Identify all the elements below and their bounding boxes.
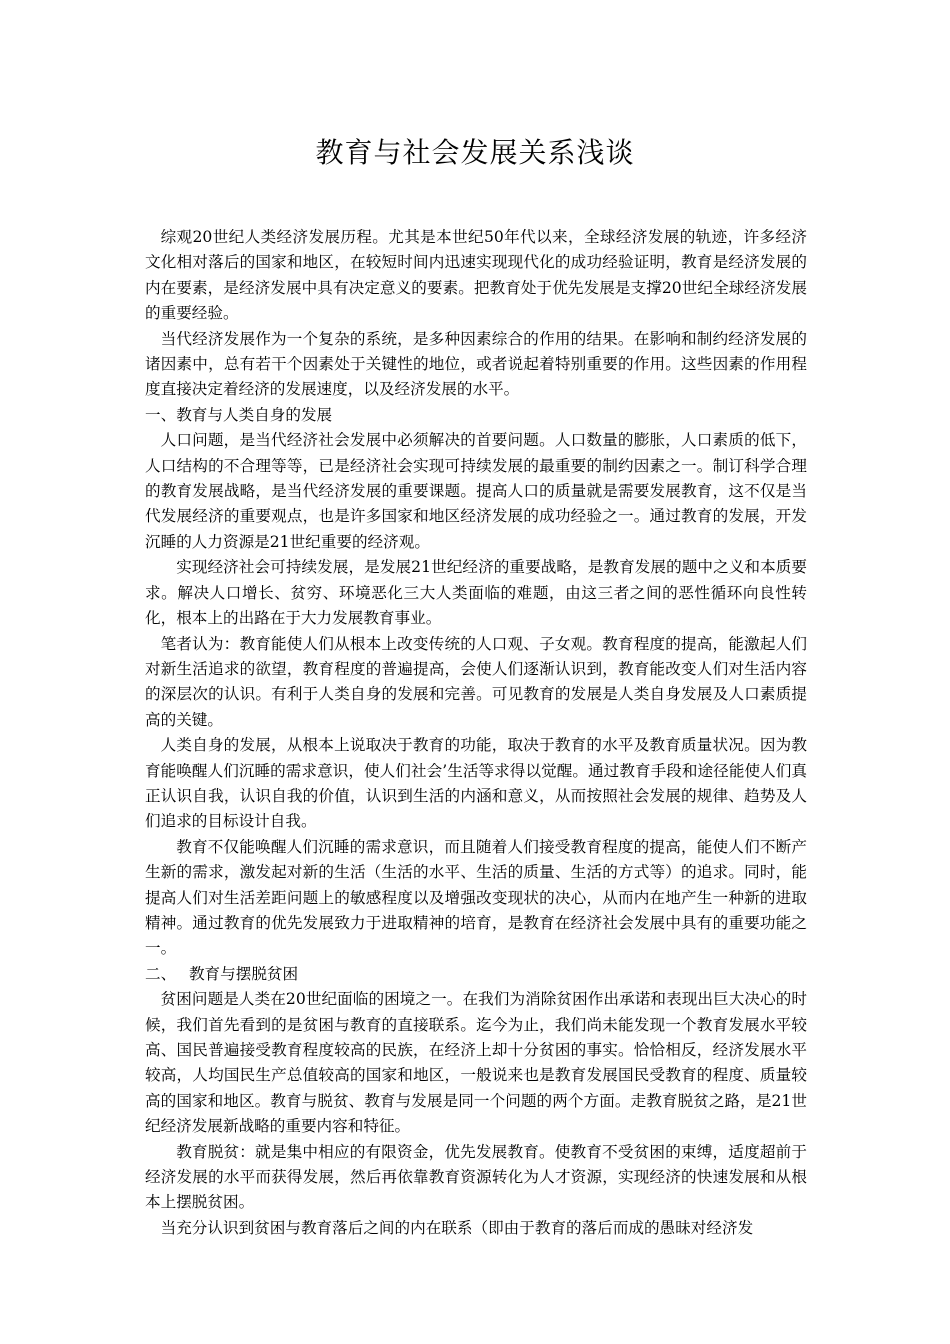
- paragraph-economic-system: 当代经济发展作为一个复杂的系统，是多种因素综合的作用的结果。在影响和制约经济发展的诸因素中，总有若干个因素处于关键性的地位，或者说起着特别重要的作用。这些因素的作用程度直接决定着经济的发展速度，以及经济发展的水平。: [145, 329, 807, 399]
- document-body: [145, 225, 807, 1241]
- paragraph-awakening: 教育不仅能唤醒人们沉睡的需求意识，而且随着人们接受教育程度的提高，能使人们不断产生新的需求，激发起对新的生活（生活的水平、生活的质量、生活的方式等）的追求。同时，能提高人们对生活差距问题上的敏感程度以及增强改变现状的决心，从而内在地产生一种新的进取精神。通过教育的优先发展致力于进取精神的培育，是教育在经济社会发展中具有的重要功能之一。: [145, 837, 807, 958]
- paragraph-education-poverty: 教育脱贫：就是集中相应的有限资金，优先发展教育。使教育不受贫困的束缚，适度超前于经济发展的水平而获得发展，然后再依靠教育资源转化为人才资源，实现经济的快速发展和从根本上摆脱贫困。: [145, 1142, 807, 1212]
- section-heading-2: 二、 教育与摆脱贫困: [145, 964, 299, 983]
- document-title: 教育与社会发展关系浅谈: [315, 136, 635, 169]
- paragraph-sustainable: 实现经济社会可持续发展，是发展21世纪经济的重要战略，是教育发展的题中之义和本质要求。解决人口增长、贫穷、环境恶化三大人类面临的难题，由这三者之间的恶性循环向良性转化，根本上的出路在于大力发展教育事业。: [145, 558, 807, 628]
- paragraph-population: 人口问题，是当代经济社会发展中必须解决的首要问题。人口数量的膨胀，人口素质的低下，人口结构的不合理等等，已是经济社会实现可持续发展的最重要的制约因素之一。制订科学合理的教育发展战略，是当代经济发展的重要课题。提高人口的质量就是需要发展教育，这不仅是当代发展经济的重要观点，也是许多国家和地区经济发展的成功经验之一。通过教育的发展，开发沉睡的人力资源是21世纪重要的经济观。: [145, 431, 807, 551]
- paragraph-conclusion-start: 当充分认识到贫困与教育落后之间的内在联系（即由于教育的落后而成的愚昧对经济发: [160, 1218, 754, 1237]
- paragraph-intro: 综观20世纪人类经济发展历程。尤其是本世纪50年代以来，全球经济发展的轨迹，许多经济文化相对落后的国家和地区，在较短时间内迅速实现现代化的成功经验证明，教育是经济发展的内在要素，是经济发展中具有决定意义的要素。把教育处于优先发展是支撑20世纪全球经济发展的重要经验。: [145, 228, 807, 323]
- paragraph-human-development: 人类自身的发展，从根本上说取决于教育的功能，取决于教育的水平及教育质量状况。因为教育能唤醒人们沉睡的需求意识，使人们社会’生活等求得以觉醒。通过教育手段和途径能使人们真正认识自我，认识自我的价值，认识到生活的内涵和意义，从而按照社会发展的规律、趋势及人们追求的目标设计自我。: [145, 736, 807, 831]
- paragraph-poverty: 贫困问题是人类在20世纪面临的困境之一。在我们为消除贫困作出承诺和表现出巨大决心的时候，我们首先看到的是贫困与教育的直接联系。迄今为止，我们尚未能发现一个教育发展水平较高、国民普遍接受教育程度较高的民族，在经济上却十分贫困的事实。恰恰相反，经济发展水平较高，人均国民生产总值较高的国家和地区，一般说来也是教育发展国民受教育的程度、质量较高的国家和地区。教育与脱贫、教育与发展是同一个问题的两个方面。走教育脱贫之路，是21世纪经济发展新战略的重要内容和特征。: [145, 990, 807, 1136]
- paragraph-author-view: 笔者认为：教育能使人们从根本上改变传统的人口观、子女观。教育程度的提高，能激起人们对新生活追求的欲望，教育程度的普遍提高，会使人们逐渐认识到，教育能改变人们对生活内容的深层次的认识。有利于人类自身的发展和完善。可见教育的发展是人类自身发展及人口素质提高的关键。: [145, 634, 807, 729]
- section-heading-1: 一、教育与人类自身的发展: [145, 405, 333, 424]
